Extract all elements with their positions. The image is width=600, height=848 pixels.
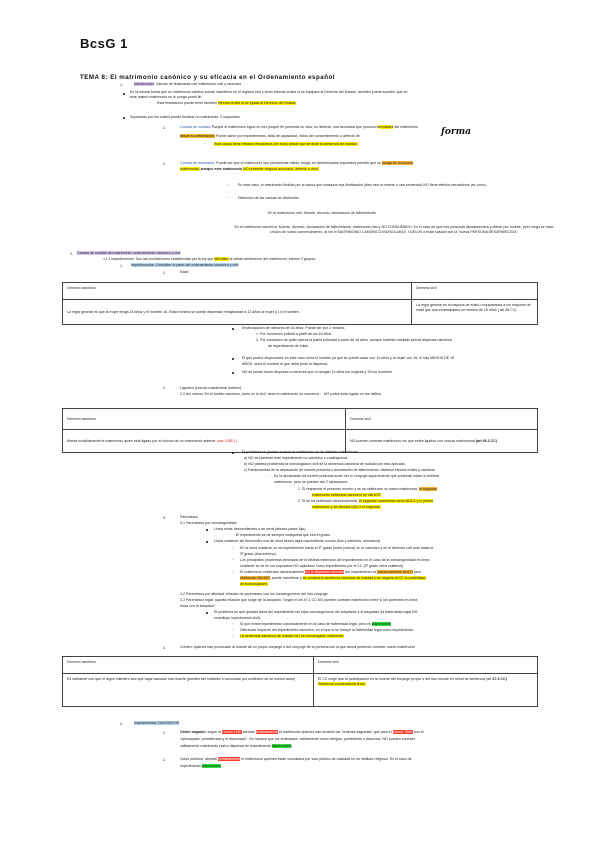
nulidad-dash-item — [214, 142, 358, 147]
ligamen-label: Ligamen — [180, 386, 194, 390]
table-row — [63, 657, 538, 674]
section-number: 2. — [120, 722, 123, 726]
orden-heading: Orden sagrado — [180, 730, 206, 734]
orden-text: son el — [414, 730, 424, 734]
votos-line — [180, 757, 412, 762]
orden-text: el matrimonio quienes han recibido las "órdenes sagradas" que para el — [278, 730, 392, 734]
bullet — [232, 372, 234, 374]
highlighted-text: desde su celebración. — [180, 134, 215, 138]
dash: - — [232, 627, 234, 631]
bullet — [206, 529, 208, 531]
section-heading-label: Causas de nulidad del matrimonio: ordenamiento canónico y civil — [77, 251, 181, 255]
dispensa-line: El que podría dispensarse en este caso sería el hombre ya que se puede casar con 14 años y la mujer con 16, el hay MENOS DE 15 — [242, 356, 455, 360]
list-number: 2. — [163, 386, 166, 390]
ligamen-line: 2.2 Así mismo: En el ámbito canónico, tanto en lo civil, tanto el matrimonio no conserva ... NO podrá estar ligado en los delitos. — [180, 392, 382, 396]
orden-text: válidamente matrimonio (salvo dispensa de impedimento — [180, 744, 271, 748]
dash: - — [232, 557, 234, 561]
parentesco-dash-item — [240, 634, 344, 639]
dash: - — [232, 621, 234, 625]
orden-line: "episcopado, presbiterado y el diaconado". De manera que los ordenados, válidamente como clérigos, presbíteros o diáconos, NO pueden contraer — [180, 737, 415, 741]
highlighted-text: Esta causa tiene efectos retroactivos (ex tunc) desde que se dicte la sentencia de nulidad. — [214, 142, 358, 146]
disolucion-line — [180, 161, 413, 166]
topic-heading: TEMA 8: El matrimonio canónico y su eficacia en el Ordenamiento español — [80, 74, 335, 81]
ligamen-sub: a) NO se plantean este impedimento no canónico o cualesquiera. — [244, 456, 349, 460]
cell-text: NO pueden contraer matrimonio los que estén ligados con vínculo matrimonial — [350, 438, 475, 443]
dash-text: , puede inscribirse y — [269, 576, 302, 580]
dash-text: del impedimento es — [345, 570, 377, 574]
list-number: 1. — [163, 126, 166, 130]
cell-text: El CC exige que la participación en la muerte del cónyuge propio o del otro conste en virtud de sentencia (art — [318, 677, 492, 681]
highlighted-text: efectos civiles si se iguala al Derecho del Estado — [217, 101, 296, 105]
impedimentos-common-line — [131, 263, 238, 268]
emancipacion-line: Emancipación de menores de 16 años: Puede ser por 2 motivos: — [242, 326, 346, 330]
highlighted-text: ponga fin al vínculo — [381, 161, 413, 165]
ligamen-italic: (vínculo matrimonial anterior) — [194, 386, 242, 390]
dispensa-line: NO se puede hacer dispensa a menores que no tengan 14 años los mujeres y 16 los hombres. — [242, 370, 394, 374]
nulidad-text-2: del matrimonio — [394, 125, 418, 129]
parentesco-dash-item: 3º grado (tíos-sobrino). — [240, 552, 277, 556]
highlighted-text: canónicamente NULO — [377, 570, 413, 574]
ligamen-dash-item: Es la declaración de muerte presunta suele ser el cónyuge superviviente que pretende volver a celebrar — [274, 474, 440, 478]
ligamen-case — [312, 505, 381, 510]
ligamen-dash-item: matrimonio, pero se pueden dar 2 situaciones: — [274, 480, 348, 484]
nulidad-heading: Causas de nulidad — [180, 125, 210, 129]
intro-dash-item — [157, 101, 296, 106]
ligamen-case — [298, 487, 437, 492]
case-text: 1. Si reaparece el presunto muerto y se ha celebrado un nuevo matrimonio, — [298, 487, 419, 491]
emancipacion-sub: 2. Por concesión de quien ejerza la patria potestad a partir de 16 años, aunque hubiese mediado previa dispensa canónica — [256, 338, 452, 342]
dash-text: Si que existe impedimento canónicamente en el caso de fraternidad legal, pero es — [240, 622, 371, 626]
parentesco-sub: recta con la adopción". — [180, 604, 217, 608]
table-row — [63, 674, 538, 707]
table-cell: La regla general es que la mujer tenga 14 años y el hombre 16. Edad mínima se puede dispensar rebajándose a 12 años la mujer y 14 el hombre. — [63, 300, 412, 325]
highlighted-text: civilmente VALIDO — [240, 576, 270, 580]
list-number: 1. — [163, 731, 166, 735]
dash: - — [232, 633, 234, 637]
table-cell — [346, 430, 538, 453]
nulidad-line-2 — [180, 134, 360, 139]
intro-paragraph-line: este mismo matrimonio se le ponga punto fin. — [130, 95, 203, 99]
bullet — [123, 93, 125, 95]
highlighted-text: Sentencia condenatoria firme. — [318, 681, 366, 686]
votos-text: el matrimonio quienes están vinculados por voto público de castidad en un instituto religioso. En el caso de — [241, 757, 412, 761]
parentesco-heading: Parentesco — [180, 515, 199, 519]
disolucion-text: : Puede ser que el matrimonio sea plenamente válido, tenga, en determinados supuestos permite que se — [214, 161, 381, 165]
crimen-table — [62, 656, 538, 707]
highlighted-text: Impedimentos: Coinciden la parte del ordenamiento canónico y civil — [131, 263, 239, 267]
dash: - — [205, 141, 207, 145]
ligamen-heading — [180, 386, 241, 391]
parentesco-dash-item — [240, 570, 421, 575]
forma-handwritten: forma — [441, 127, 471, 137]
dash: - — [228, 182, 230, 186]
ligamen-sub: b) NO plantea problemas la homologación civil de la sentencia canónica de nulidad por esto aplicado. — [244, 462, 406, 466]
highlighted-text: matrimonio y se declara NULO el segundo. — [312, 505, 381, 509]
nulidad-text: : Porque el matrimonio sigue en vez porque fin presenta un vicio, un defecto, una anomalía que provoca la — [209, 125, 380, 129]
section-heading — [77, 251, 180, 256]
dash: - — [149, 100, 151, 104]
orden-line: válidamente matrimonio (salvo dispensa de impedimento dispensable). — [180, 744, 294, 748]
table-header-cell: Derecho canónico — [63, 409, 346, 430]
highlighted-text: matrimonio celebrado canónico es VALIDO — [312, 493, 381, 497]
canonicos-heading — [134, 721, 179, 726]
nulidad-line-2-text: Puede darse por impedimentos, falta de capacidad, vicios del consentimiento o defecto de — [215, 134, 360, 138]
impedimentos-line — [103, 257, 316, 262]
dispensa-line: AÑOS, sería el hombre el que debe pedir la dispensa. — [242, 362, 329, 366]
impedimentos-rest: la válida celebración del matrimonio, existen 2 grupos: — [229, 257, 317, 261]
ligamen-case — [312, 493, 381, 498]
bold-text: aunque este matrimonio — [200, 167, 243, 171]
bullet — [232, 358, 234, 360]
dash: - — [266, 473, 268, 477]
table-row — [63, 300, 538, 325]
highlighted-text: NO presente ninguna anomalía, defecto o vicio. — [243, 167, 320, 171]
bullet — [232, 328, 234, 330]
list-number: 3. — [163, 516, 166, 520]
list-number: 2. — [163, 162, 166, 166]
section-number: 2. — [70, 252, 73, 256]
edad-heading: Edad — [180, 270, 189, 274]
highlighted-text: de homologación. — [240, 582, 269, 586]
edad-table — [62, 282, 538, 325]
section-number: 1. — [120, 83, 123, 87]
intro-paragraph-line: En la misma forma que un matrimonio católico puede inscribirse en el registro civil y tener efectos civiles si se equipara al Derecho del Estado, también puede suceder que en — [130, 90, 408, 94]
article-ref: (art 46.2 CC) — [475, 438, 498, 443]
ligamen-case — [298, 499, 433, 504]
highlighted-text: invalidez — [379, 125, 394, 129]
parentesco-dash-item: Diferencia respecto del impedimento canónico, en el que si se incluye la fraternidad legal como impedimento. — [240, 628, 414, 632]
table-row — [63, 409, 538, 430]
table-cell — [314, 674, 538, 707]
disolucion-line-2 — [180, 167, 319, 172]
highlighted-text: La sentencia canónica de nulidad NO es homologable civilmente. — [240, 634, 345, 638]
list-number: 1. — [120, 264, 123, 268]
parentesco-sub: 3.2 Parentesco por afinidad: relación de parentesco con los consanguíneos del otro cónyuge. — [180, 592, 329, 596]
table-row — [63, 283, 538, 300]
votos-text: impedimento — [180, 764, 201, 768]
intro-heading — [134, 82, 241, 87]
table-header-cell: Derecho canónico — [63, 657, 314, 674]
parentesco-dash-item — [240, 622, 391, 627]
disolucion-dash-item: Distinción de las causas de disolución: — [238, 196, 300, 200]
list-number: 4. — [163, 646, 166, 650]
nulidad-line — [180, 125, 418, 130]
dash: - — [228, 195, 230, 199]
bullet — [206, 541, 208, 543]
parentesco-bullet: Línea recta: descendientes o de otros (abuelo-padre-hijo). — [214, 527, 307, 531]
parentesco-line: El impedimento se de siempre cualquiera que sea el grado. — [236, 533, 331, 537]
civil-causes-line: En el matrimonio civil: Muerte, divorcio, declaración de fallecimiento — [268, 211, 376, 215]
parentesco-dash-item: colateral: se de en los supuestos NO aplicados como impedimento por el CC (4º grado línea colateral). — [240, 564, 404, 568]
votos-text: Votos públicos: atentan — [180, 757, 218, 761]
highlighted-text: el segundo — [419, 487, 437, 491]
document-title: BcsG 1 — [80, 36, 128, 51]
table-header-cell: Derecho canónico — [63, 283, 412, 300]
canon-ref: (can 1085.1) — [216, 438, 237, 443]
parentesco-bullet: Línea colateral: sin descender una de otros tienen algún ascendiente común (tíos y sobrinos, hermanos) — [214, 539, 381, 543]
table-cell: La regla general es la mayoría de edad o equiparados a los mayores de edad que son emancipados un mínimo de 16 años ( art 46 CC) — [412, 300, 538, 325]
intro-heading-label: Introducción — [134, 82, 154, 86]
table-cell: Es suficiente con que el algún miembro sea que haya causado esa muerte (pueden ser notables o conocidas por confesión de su mismo autor) — [63, 674, 314, 707]
highlighted-text: sin la dispensa canónica — [305, 570, 345, 574]
ligamen-bullet: El problema se plantea cuando el matrimonio se de distintas naturalezas: — [242, 450, 359, 454]
highlighted-text: matrimonial, — [180, 167, 200, 171]
highlighted-text: Canon 1009, — [392, 730, 414, 734]
ligamen-sub: c) Particularidad de la declaración de muerte presunta o declaración de fallecimiento: distintos efectos civiles y católicos — [244, 468, 435, 472]
highlighted-text: inválidamente — [255, 730, 278, 734]
ligamen-table — [62, 408, 538, 453]
impedimentos-text: =2.1 Impedimentos: Son las prohibiciones establecidas por la ley que — [103, 257, 214, 261]
parentesco-dash-item — [240, 576, 426, 581]
disolucion-heading: Causas de disolución — [180, 161, 215, 165]
orden-text: atentan — [242, 730, 255, 734]
parentesco-dash-item: Los principales problemas derivados de la distinta extensión del impedimento en el caso de la consanguinidad en línea — [240, 558, 430, 562]
highlighted-text: dispensable — [371, 622, 391, 626]
highlighted-text: dispensable — [271, 744, 291, 748]
disolucion-dash-item: En este caso, el matrimonio finaliza por la causa que ocasiona esa finalización (bien sea la muerte o una sentencia) NO tiene efectos retroactivos (ex nunc). — [238, 183, 487, 187]
supuestos-line: Supuestos por los cuales puede finalizar un matrimonio: 2 supuestos — [130, 115, 240, 119]
dash: - — [232, 545, 234, 549]
parentesco-bullet: constituye impedimento civil). — [214, 616, 261, 620]
article-ref: 47.3 CC) — [492, 677, 507, 681]
votos-line — [180, 764, 221, 769]
intro-heading-rest: : Causas de finalización del matrimonio civil y canónico — [153, 82, 242, 86]
highlighted-text: dispensable — [201, 764, 221, 768]
table-header-cell: Derecho civil — [412, 283, 538, 300]
parentesco-sub: 3.3 Parentesco legal: aquella relación que surge de la adopción. Según el art 47.1 CC NO pueden contraer matrimonio entre sí los parientes en línea — [180, 598, 418, 602]
table-header-cell: Derecho civil — [314, 657, 538, 674]
canonical-causes-paragraph: En el matrimonio canónico: Muerte, divorcio, declaración de fallecimiento, matrimonio rato y NO CONSUMADO. En el caso de que nos personas desapareciera y dieran por muerte, pero luego se hace cesión de nuevo convencimiento, al ver el MATRIMONIO CANÓNICO INDISOLUBLE, VUELVE a estar casado con la "nueva PERSONA DESAPARECIDA" — [234, 225, 554, 234]
crimen-line: Crimen: quienes han provocado la muerte de su propio cónyuge o del cónyuge de la persona con la que ahora pretende contraer nuevo matrimonio — [180, 645, 416, 649]
orden-text: : según el — [205, 730, 222, 734]
bullet — [123, 117, 125, 119]
table-header-cell: Derecho civil — [346, 409, 538, 430]
dash-text: Esta finalización puede tener también — [157, 101, 217, 105]
dash-text: pero — [413, 570, 422, 574]
dash-text: El matrimonio celebrado canónicamente — [240, 570, 305, 574]
parentesco-dash-item — [240, 582, 268, 587]
highlighted-text: el segundo matrimonio sería NULO y el primer — [359, 499, 434, 503]
case-text: 2. Si se ha celebrado canónicamente, — [298, 499, 359, 503]
bullet — [206, 612, 208, 614]
dash: - — [232, 569, 234, 573]
highlighted-text: se produciría sentencia canónica de nulidad y se negaría al CC la posibilidad — [302, 576, 426, 580]
parentesco-sub: 3.1 Parentesco por consanguinidad — [180, 521, 237, 525]
highlighted-text: dificultan — [214, 257, 229, 261]
list-number: 2. — [163, 758, 166, 762]
parentesco-dash-item: En la línea colateral, se da impedimento hasta el 4º grado (entre primos) en el canónico y en el derecho civil solo hasta el — [240, 546, 434, 550]
cell-text: Atenta inválidamente el matrimonio quien está ligado por el vínculo de un matrimonio anterior — [67, 438, 216, 443]
emancipacion-sub: 1. Por concesión judicial a partir de los 16 años — [256, 332, 332, 336]
orden-line — [180, 730, 424, 735]
list-number: 1. — [163, 271, 166, 275]
highlighted-text: inválidamente — [218, 757, 241, 761]
highlighted-text: Canon 1087 — [222, 730, 242, 734]
parentesco-bullet: El problema es que quedan fuera del impedimento los hijos consanguíneos del adoptante y el adoptado (la fraternidad legal NO — [214, 610, 418, 614]
emancipacion-sub: de impedimento de edad. — [268, 344, 309, 348]
highlighted-text: Impedimentos CANÓNICOS — [134, 721, 180, 725]
